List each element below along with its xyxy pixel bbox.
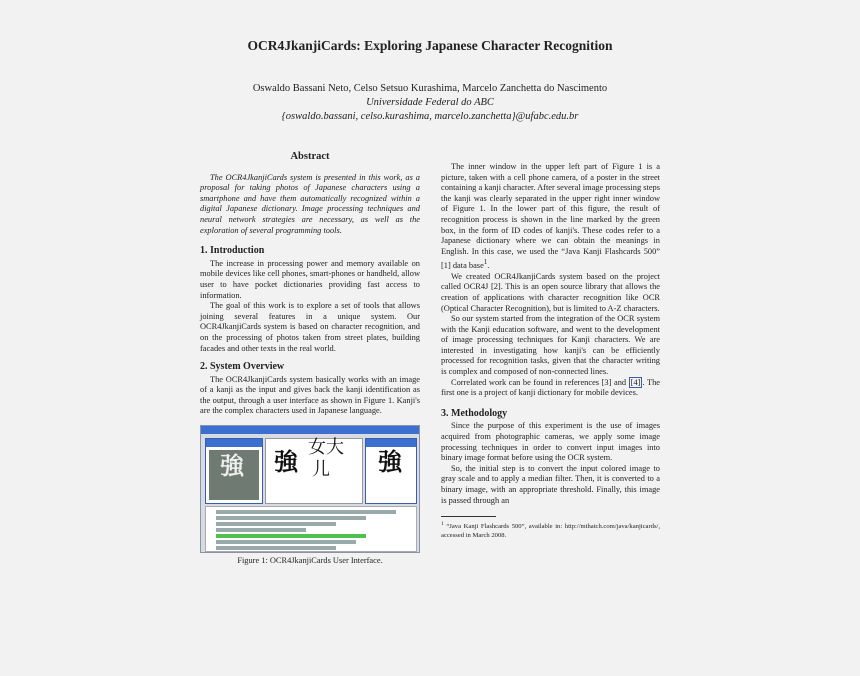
ocr-line bbox=[216, 546, 336, 550]
paper-title: OCR4JkanjiCards: Exploring Japanese Character Recognition bbox=[247, 38, 613, 53]
paragraph-text: . The first one is a project of kanji dictionary for mobile devices. bbox=[441, 377, 660, 398]
paragraph: The increase in processing power and memory available on mobile devices like cell phones, smart-phones or handheld, allow user to have pocket dictionaries providing fast access to information. bbox=[200, 258, 420, 300]
figure-1-screenshot bbox=[200, 425, 420, 553]
photo-kanji: 強 bbox=[220, 452, 244, 481]
author-names: Oswaldo Bassani Neto, Celso Setsuo Kurashima, Marcelo Zanchetta do Nascimento bbox=[252, 83, 608, 94]
paragraph: The OCR4JkanjiCards system basically works with an image of a kanji as the input and gives back the kanji identification as the output, through a user interface as shown in Figure 1. Kanji's are the complex characters used in Japanese language. bbox=[200, 374, 420, 416]
author-emails: {oswaldo.bassani, celso.kurashima, marcelo.zanchetta}@ufabc.edu.br bbox=[281, 111, 579, 122]
footnote-text: “Java Kanji Flashcards 500”, available in: http://mthatch.com/java/kanjicards/, accessed in March 2008. bbox=[441, 523, 660, 539]
footnote-divider bbox=[441, 516, 496, 517]
section-heading-methodology: 3. Methodology bbox=[441, 407, 508, 419]
photo-window bbox=[205, 438, 263, 504]
ocr-line bbox=[216, 528, 306, 532]
paragraph: Since the purpose of this experiment is the use of images acquired from photographic cameras, we apply some image processing techniques in order to convert input images into binary image format before using the OCR system. bbox=[441, 421, 660, 463]
paragraph-text: Correlated work can be found in references [3] and bbox=[451, 377, 629, 387]
footnote-mark: 1 bbox=[441, 521, 444, 528]
paragraph: We created OCR4JkanjiCards system based on the project called OCR4J [2]. This is an open source library that allows the creation of applications with character recognition like OCR (Optical Character Recognition), but is limited to A-Z characters. bbox=[441, 271, 660, 313]
section-heading-introduction: 1. Introduction bbox=[200, 245, 265, 257]
abstract-heading: Abstract bbox=[290, 151, 330, 162]
affiliation: Universidade Federal do ABC bbox=[366, 97, 494, 108]
paragraph: So, the initial step is to convert the input colored image to gray scale and to apply a median filter. Then, it is converted to a binary image, with an appropriate threshold. Finally, this image is passed through an bbox=[441, 463, 660, 505]
reference-link[interactable]: [4] bbox=[630, 377, 641, 387]
binary-kanji: 強 bbox=[378, 448, 402, 477]
candidate-kanji-2: 儿 bbox=[312, 459, 330, 481]
paragraph bbox=[441, 378, 660, 399]
paragraph: The goal of this work is to explore a set of tools that allows joining several features in a unique system. Our OCR4JkanjiCards system is based on character recognition, and on the processing of photos taken from street plates, building facades and other texts in the real world. bbox=[200, 301, 420, 353]
separated-kanji: 強 bbox=[274, 448, 298, 477]
right-column bbox=[441, 162, 660, 540]
abstract-text: The OCR4JkanjiCards system is presented in this work, as a proposal for taking photos of Japanese characters using a smartphone and have them automatically recognized within a digital Japanese dictionary. Image processing techniques and neural network strategies are necessary, as well as the exploration of several programming tools. bbox=[200, 172, 420, 235]
ocr-line bbox=[216, 516, 366, 520]
paragraph-text: The inner window in the upper left part of Figure 1 is a picture, taken with a cell phone camera, of a poster in the street containing a kanji character. After several image processing steps the kanji was clearly separated in the upper right inner window of Figure 1. In the lower part of this figure, the result of recognition process is shown in the line marked by the green box, in the form of ID codes of kanji's. These codes refer to a Japanese dictionary where we can obtain the meanings in English. In this case, we used the “Java Kanji Flashcards 500” [1] data base bbox=[441, 162, 660, 271]
separated-window-title-bar bbox=[366, 439, 416, 447]
photo-window-title-bar bbox=[206, 439, 262, 447]
paragraph: The inner window in the upper left part of Figure 1 is a picture, taken with a cell phone camera, of a poster in the street containing a kanji character. After several image processing steps the kanji was clearly separated in the upper right inner window of Figure 1. In the lower part of this figure, the result of recognition process is shown in the line marked by the green box, in the form of ID codes of kanji's. These codes refer to a Japanese dictionary where we can obtain the meanings in English. In this case, we used the “Java Kanji Flashcards 500” [1] data base$^1$. bbox=[441, 162, 660, 271]
paragraph: So our system started from the integration of the OCR system with the Kanji education software, and went to the development of image processing techniques for Kanji characters. We are interested in investigating how kanji's can be efficiently processed for recognition tasks, given that the character writing is complex and composed of non-connected lines. bbox=[441, 314, 660, 377]
ocr-output-panel bbox=[205, 506, 417, 552]
app-title-bar bbox=[201, 426, 419, 434]
footnote bbox=[441, 520, 660, 540]
candidate-kanji: 女大 bbox=[308, 437, 344, 459]
footnote-reference: 1 bbox=[483, 258, 488, 267]
ocr-result-line-highlight bbox=[216, 534, 366, 538]
ocr-line bbox=[216, 540, 356, 544]
section-heading-system-overview: 2. System Overview bbox=[200, 361, 285, 373]
separated-window bbox=[365, 438, 417, 504]
left-column bbox=[200, 152, 420, 567]
author-block bbox=[0, 82, 860, 124]
figure-caption: Figure 1: OCR4JkanjiCards User Interface. bbox=[237, 556, 383, 566]
ocr-line bbox=[216, 510, 396, 514]
recognition-window bbox=[265, 438, 363, 504]
ocr-line bbox=[216, 522, 336, 526]
